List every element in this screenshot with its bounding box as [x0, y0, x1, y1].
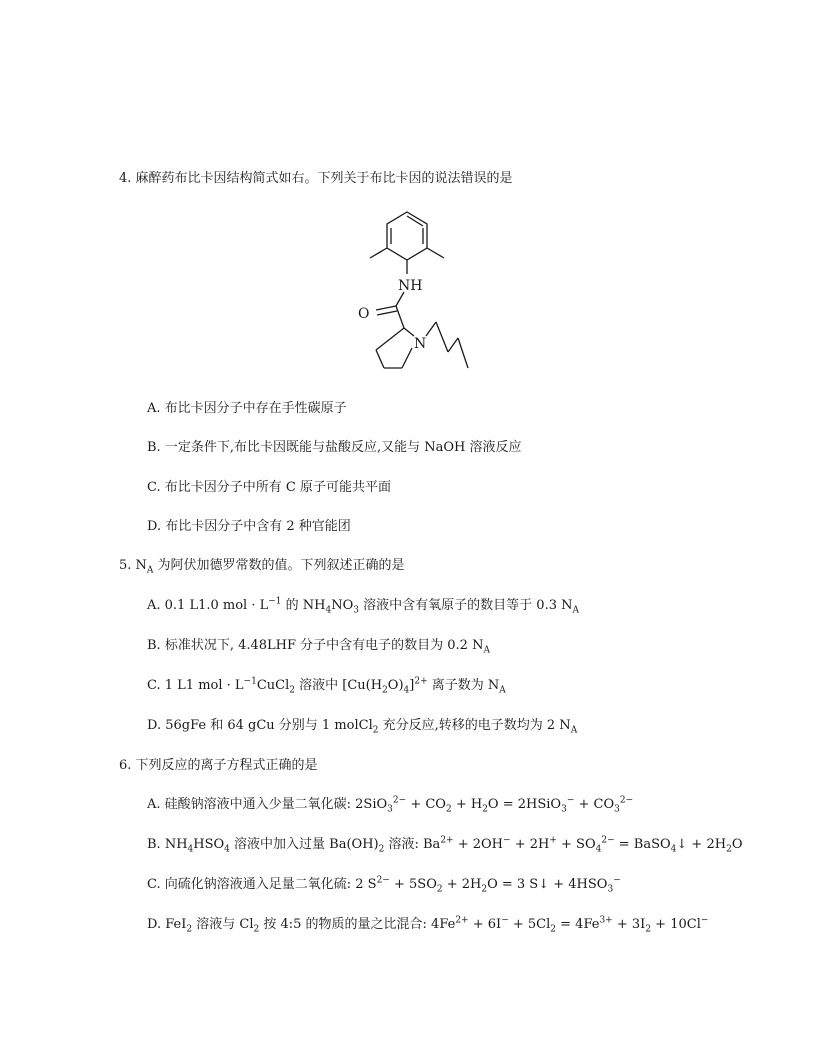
q6-option-c: C. 向硫化钠溶液通入足量二氧化硫: 2 $S^{2-} + 5SO_2 + 2H_2O = 3$ S↓ + $4HSO_3^-$ [147, 875, 621, 895]
question-4-stem: 4. 麻醉药布比卡因结构简式如右。下列关于布比卡因的说法错误的是 [119, 171, 513, 186]
q4-option-c: C. 布比卡因分子中所有 C 原子可能共平面 [147, 480, 391, 495]
q4-option-d: D. 布比卡因分子中含有 2 种官能团 [147, 519, 351, 534]
q6-option-d: D. FeI$_2$ 溶液与 $Cl_2$ 按 4:5 的物质的量之比混合: $4Fe^{2+} + 6I^- + 5Cl_2 = 4Fe^{3+} + 3I_2 + 10Cl^-$ [147, 915, 709, 935]
nh-label: NH [398, 278, 423, 294]
bupivacaine-structure-diagram [352, 204, 472, 384]
q6-option-b: B. $NH_4HSO_4$ 溶液中加入过量 $Ba(OH)_2$ 溶液: $Ba^{2+} + 2OH^- + 2H^+ + SO_4^{2-}$ = BaSO$_4$↓ + $2H_2O$ [147, 835, 743, 855]
q5-option-d: D. 56gFe 和 64 gCu 分别与 1 molCl$_2$ 充分反应,转移的电子数均为 2 $N_A$ [147, 718, 578, 736]
q5-option-a: A. 0.1 L1.0 mol · $L^{-1}$ 的 $NH_4NO_3$ 溶液中含有氧原子的数目等于 0.3 $N_A$ [147, 596, 579, 616]
question-6-stem: 6. 下列反应的离子方程式正确的是 [119, 758, 318, 773]
q4-option-b: B. 一定条件下,布比卡因既能与盐酸反应,又能与 NaOH 溶液反应 [147, 440, 522, 455]
q6-option-a: A. 硅酸钠溶液中通入少量二氧化碳: $2SiO_3^{2-} + CO_2 + H_2O$ = 2HSiO$_3$− + $CO_3^{2-}$ [147, 795, 634, 815]
nitrogen-label: N [414, 336, 427, 352]
q4-option-a: A. 布比卡因分子中存在手性碳原子 [147, 401, 347, 416]
q5-option-c: C. 1 L1 mol · $L^{-1}CuCl_2$ 溶液中 $[Cu(H_2O)_4]^{2+}$ 离子数为 $N_A$ [147, 676, 506, 696]
question-5-stem: 5. $N_A$ 为阿伏加德罗常数的值。下列叙述正确的是 [119, 558, 405, 576]
oxygen-label: O [358, 306, 370, 322]
q5-option-b: B. 标准状况下, 4.48LHF 分子中含有电子的数目为 0.2 $N_A$ [147, 638, 490, 656]
